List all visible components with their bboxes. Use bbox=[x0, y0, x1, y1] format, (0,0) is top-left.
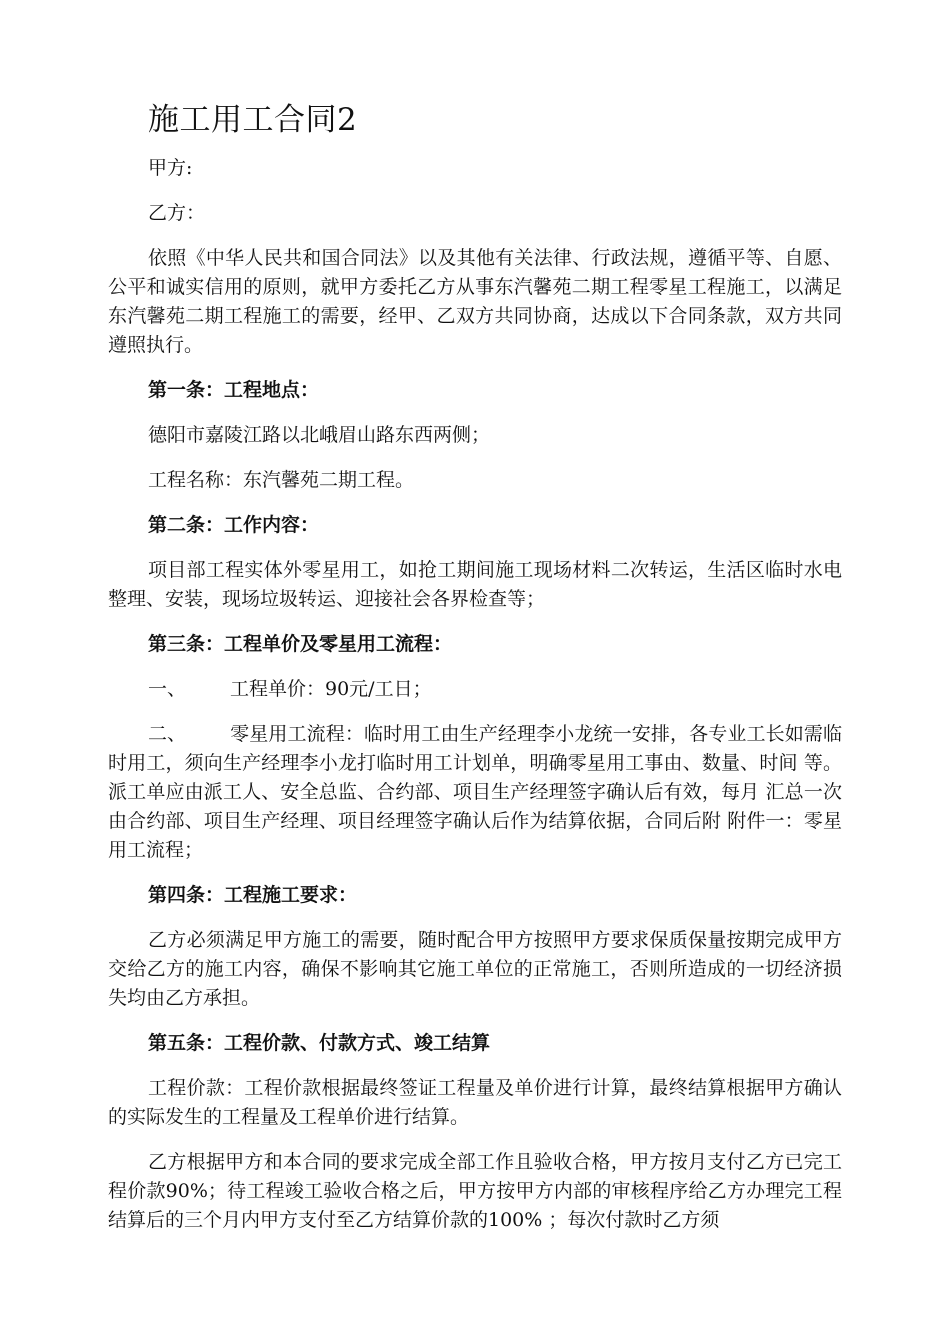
article-3-item-1-text: 工程单价：90元/工日； bbox=[230, 678, 432, 700]
party-b-line: 乙方： bbox=[148, 202, 206, 224]
article-1-project-name: 工程名称：东汽馨苑二期工程。 bbox=[148, 469, 415, 491]
article-3-item-2-text: 零星用工流程：临时用工由生产经理李小龙统一安排，各专业工长如需临 时用工，须向生产经理李小龙打临时用工计划单，明确零星用工事由、数量、时间 等。派工单应由派工人、安全总监、合约部、项目生产经理签字确认后有效，每月 汇总一次由合约部、项目生产经理、项目经理签字确认后作为结算依据，合同后附 附件一：零星用工流程； bbox=[108, 723, 842, 861]
article-2-content: 项目部工程实体外零星用工，如抢工期间施工现场材料二次转运，生活区临时水电整理、安装，现场垃圾转运、迎接社会各界检查等； bbox=[108, 559, 842, 610]
party-a-line: 甲方: bbox=[148, 157, 193, 179]
article-5-payment: 乙方根据甲方和本合同的要求完成全部工作且验收合格，甲方按月支付乙方已完工程价款90%；待工程竣工验收合格之后，甲方按甲方内部的审核程序给乙方办理完工程结算后的三个月内甲方支付至乙方结算价款的100% ；每次付款时乙方须 bbox=[108, 1151, 842, 1231]
article-3-item-2 bbox=[108, 720, 842, 865]
article-3-item-1 bbox=[108, 675, 842, 704]
intro-paragraph: 依照《中华人民共和国合同法》以及其他有关法律、行政法规，遵循平等、自愿、公平和诚实信用的原则，就甲方委托乙方从事东汽馨苑二期工程零星工程施工，以满足东汽馨苑二期工程施工的需要，经甲、乙双方共同协商，达成以下合同条款，双方共同遵照执行。 bbox=[108, 247, 842, 356]
document-title: 施工用工合同2 bbox=[148, 102, 358, 138]
article-3-item-2-marker: 二、 bbox=[148, 723, 187, 745]
article-3-heading: 第三条：工程单价及零星用工流程： bbox=[148, 633, 453, 655]
article-4-content: 乙方必须满足甲方施工的需要，随时配合甲方按照甲方要求保质保量按期完成甲方交给乙方的施工内容，确保不影响其它施工单位的正常施工，否则所造成的一切经济损失均由乙方承担。 bbox=[108, 929, 842, 1009]
article-1-location: 德阳市嘉陵江路以北峨眉山路东西两侧； bbox=[148, 424, 491, 446]
article-5-price: 工程价款：工程价款根据最终签证工程量及单价进行计算，最终结算根据甲方确认的实际发生的工程量及工程单价进行结算。 bbox=[108, 1077, 842, 1128]
article-5-heading: 第五条：工程价款、付款方式、竣工结算 bbox=[148, 1032, 491, 1054]
article-2-heading: 第二条：工作内容： bbox=[148, 514, 320, 536]
article-1-heading: 第一条：工程地点： bbox=[148, 379, 320, 401]
document-content bbox=[108, 96, 842, 1251]
article-3-item-1-marker: 一、 bbox=[148, 678, 187, 700]
article-4-heading: 第四条：工程施工要求： bbox=[148, 884, 358, 906]
